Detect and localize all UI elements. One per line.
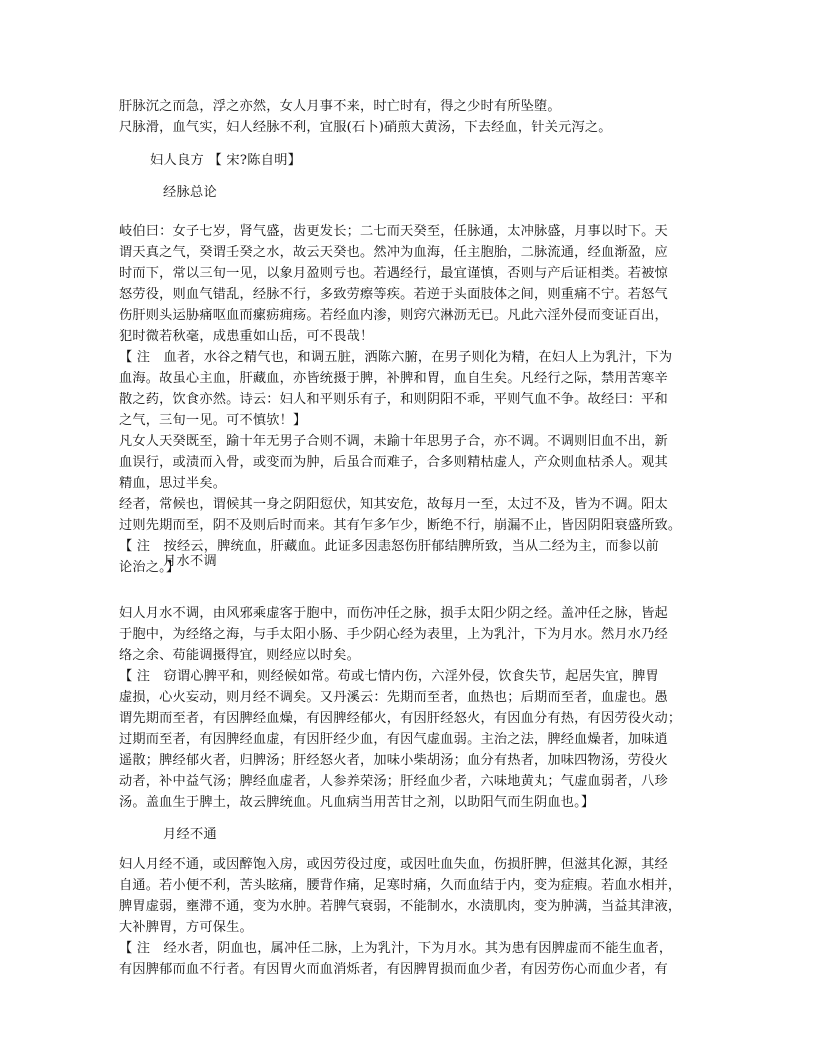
intro-text: [119, 96, 701, 138]
section-heading: 月经不通: [163, 827, 217, 842]
book-title: 妇人良方 【 宋?陈自明】: [150, 153, 302, 168]
section-heading: 经脉总论: [163, 185, 217, 200]
paragraph: 经者，常候也，谓候其一身之阴阳愆伏，知其安危，故每月一至，太过不及，皆为不调。阳太 过则先期而至，阴不及则后时而来。其有乍多乍少，断绝不行，崩漏不止，皆因阴阳衰盛所致。 【 注 按经云，脾统血，肝藏血。此证多因恚怒伤肝郁结脾所致，当从二经为主，而参以前 论治之。】: [119, 497, 682, 575]
section-heading: 月水不调: [163, 554, 217, 569]
paragraph: 凡女人天癸既至，踰十年无男子合则不调，未踰十年思男子合，亦不调。不调则旧血不出，新 血误行，或渍而入骨，或变而为肿，后虽合而难子，合多则精枯虚人，产众则血枯杀人。观其 精血，思过半矣。: [119, 434, 668, 491]
paragraph: 妇人月水不调，由风邪乘虚客于胞中，而伤冲任之脉，损手太阳少阴之经。盖冲任之脉，皆起 于胞中，为经络之海，与手太阳小肠、手少阴心经为表里，上为乳汁，下为月水。然月水乃经 络之余、苟能调摄得宜，则经应以时矣。 【 注 窃谓心脾平和，则经候如常。苟或七情内伤，六淫外侵，饮食失节，起居失宜，脾胃 虚损，心火妄动，则月经不调矣。又丹溪云：先期而至者，血热也；后期而至者，血虚也。愚 谓先期而至者，有因脾经血燥，有因脾经郁火，有因肝经怒火，有因血分有热，有因劳役火动； 过期而至者，有因脾经血虚，有因肝经少血，有因气虚血弱。主治之法，脾经血燥者，加味逍 遥散；脾经郁火者，归脾汤；肝经怒火者，加味小柴胡汤；血分有热者，加味四物汤，劳役火 动者，补中益气汤；脾经血虚者，人参养荣汤；肝经血少者，六味地黄丸；气虚血弱者，八珍 汤。盖血生于脾土，故云脾统血。凡血病当用苦甘之剂，以助阳气而生阴血也。】: [119, 606, 682, 810]
section-body: [119, 603, 701, 813]
paragraph: 妇人月经不通，或因醉饱入房，或因劳役过度，或因吐血失血，伤损肝脾，但滋其化源，其经 自通。若小便不利，苦头眩痛，腰背作痛，足寒时痛，久而血结于内，变为症瘕。若血水相并， 脾胃虚弱，壅滞不通，变为水肿。若脾气衰弱，不能制水，水渍肌肉，变为肿满，当益其津液， 大补脾胃，方可保生。 【 注 经水者，阴血也，属冲任二脉，上为乳汁，下为月水。其为患有因脾虚而不能生血者， 有因脾郁而血不行者。有因胃火而血消烁者，有因脾胃损而血少者，有因劳伤心而血少者，有: [119, 857, 682, 977]
section-body: [119, 221, 701, 578]
intro-line: 肝脉沉之而急，浮之亦然，女人月事不来，时亡时有，得之少时有所坠堕。: [119, 99, 561, 114]
section-body: [119, 854, 701, 980]
paragraph: 岐伯曰：女子七岁，肾气盛，齿更发长；二七而天癸至，任脉通，太冲脉盛，月事以时下。天 谓天真之气，癸谓壬癸之水，故云天癸也。然冲为血海，任主胞胎，二脉流通，经血渐盈，应 时而下，常以三旬一见，以象月盈则亏也。若遇经行，最宜谨慎，否则与产后证相类。若被惊 怒劳役，则血气错乱，经脉不行，多致劳瘵等疾。若逆于头面肢体之间，则重痛不宁。若怒气 伤肝则头运胁痛呕血而瘰疬痈疡。若经血内渗，则窍穴淋沥无已。凡此六淫外侵而变证百出， 犯时微若秋毫，成患重如山岳，可不畏哉！: [119, 224, 668, 344]
intro-line: 尺脉滑，血气实，妇人经脉不利，宜服(石卜)硝煎大黄汤，下去经血，针关元泻之。: [119, 120, 612, 135]
annotation-paragraph: 【 注 血者，水谷之精气也，和调五脏，洒陈六腑，在男子则化为精，在妇人上为乳汁，下为 血海。故虽心主血，肝藏血，亦皆统摄于脾，补脾和胃，血自生矣。凡经行之际，禁用苦寒辛 散之药，饮食亦然。诗云：妇人和平则乐有子，和则阴阳不乖，平则气血不争。故经曰：平和 之气，三旬一见。可不慎欤！】: [119, 350, 673, 428]
